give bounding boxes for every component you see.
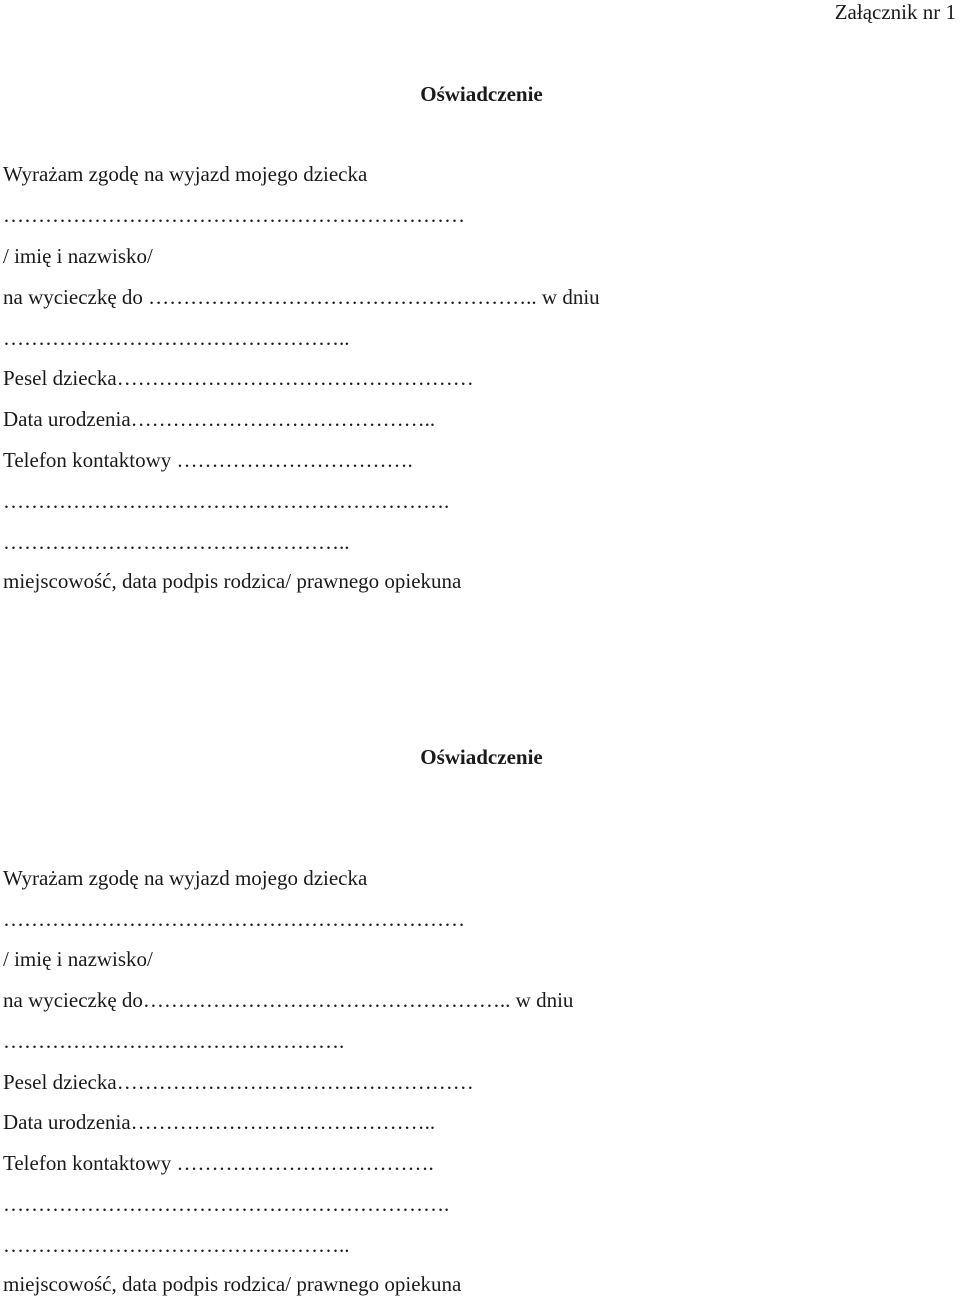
statement-2-signature-dots-2: …………………………………………..	[3, 1233, 350, 1257]
statement-1-trip-line: na wycieczkę do ……………………………………………….. w dniu	[3, 285, 600, 309]
statement-1-pesel-line: Pesel dziecka……………………………………………	[3, 366, 474, 390]
statement-1-signature-dots-2: …………………………………………..	[3, 530, 350, 554]
statement-1-name-caption: / imię i nazwisko/	[3, 244, 153, 268]
statement-2-phone-line: Telefon kontaktowy ……………………………….	[3, 1151, 434, 1175]
statement-2-signature-dots-1: ……………………………………………………….	[3, 1192, 450, 1216]
attachment-label: Załącznik nr 1	[834, 0, 956, 24]
statement-2-pesel-line: Pesel dziecka……………………………………………	[3, 1070, 474, 1094]
statement-2-consent-line: Wyrażam zgodę na wyjazd mojego dziecka	[3, 866, 368, 890]
statement-2-signature-caption: miejscowość, data podpis rodzica/ prawnego opiekuna	[3, 1272, 462, 1296]
statement-1-signature-caption: miejscowość, data podpis rodzica/ prawnego opiekuna	[3, 569, 462, 593]
statement-2-title: Oświadczenie	[420, 745, 543, 769]
statement-2-birth-line: Data urodzenia……………………………………..	[3, 1110, 436, 1134]
statement-1-phone-line: Telefon kontaktowy …………………………….	[3, 448, 413, 472]
statement-1-signature-dots-1: ……………………………………………………….	[3, 489, 450, 513]
statement-2-trip-line: na wycieczkę do…………………………………………….. w dniu	[3, 988, 574, 1012]
statement-2-name-dots: …………………………………………………………	[3, 907, 465, 931]
statement-1-date-dots: …………………………………………..	[3, 326, 350, 350]
statement-1-consent-line: Wyrażam zgodę na wyjazd mojego dziecka	[3, 162, 368, 186]
statement-1-name-dots: …………………………………………………………	[3, 203, 465, 227]
statement-1-birth-line: Data urodzenia……………………………………..	[3, 407, 436, 431]
statement-2-name-caption: / imię i nazwisko/	[3, 947, 153, 971]
statement-1-title: Oświadczenie	[420, 82, 543, 106]
statement-2-date-dots: ………………………………………….	[3, 1029, 345, 1053]
